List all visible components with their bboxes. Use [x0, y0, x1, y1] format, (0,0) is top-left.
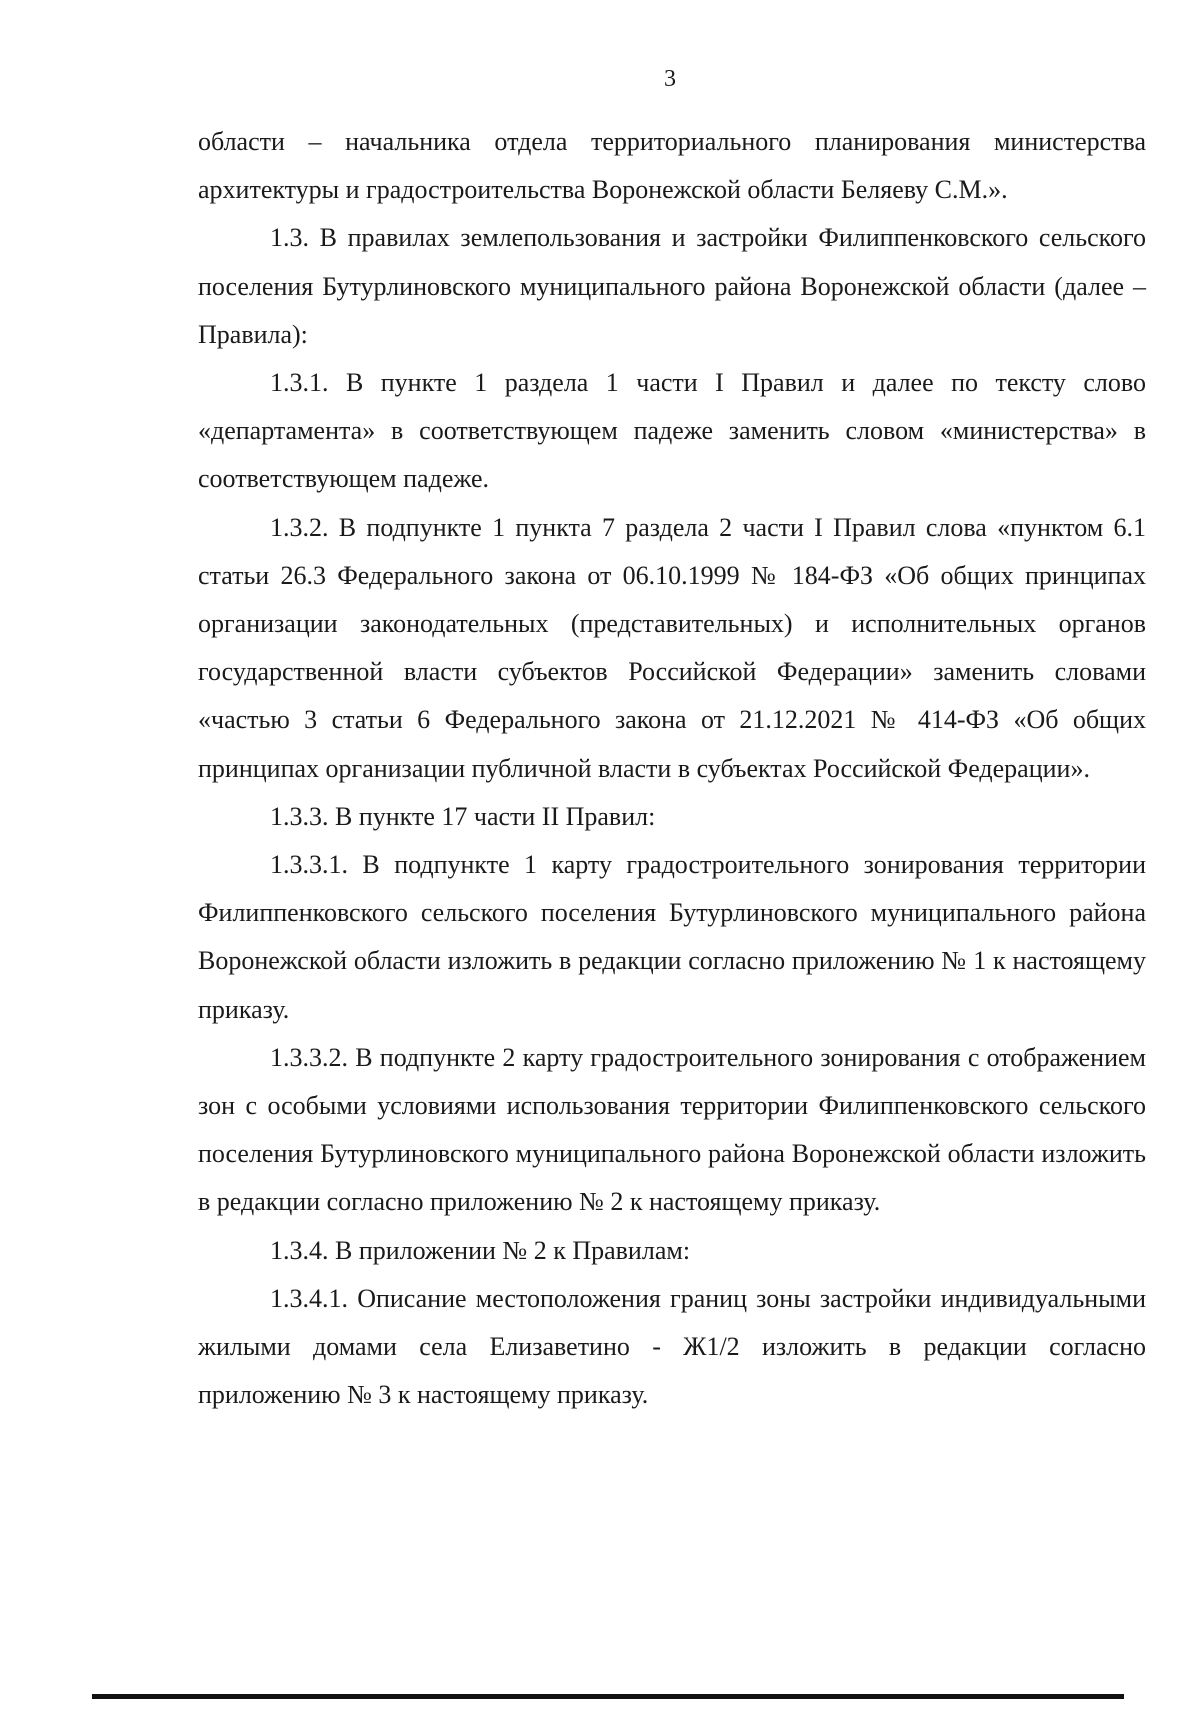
paragraph-continuation: области – начальника отдела территориального планирования министерства архитектуры и градостроительства Воронежской области Беляеву С.М.». [198, 127, 1146, 205]
paragraph-1-3-3-1: 1.3.3.1. В подпункте 1 карту градостроительного зонирования территории Филиппенковского сельского поселения Бутурлиновского муниципального района Воронежской области изложить в редакции согласно приложению № 1 к настоящему приказу. [198, 850, 1146, 1024]
paragraph-1-3-3-2: 1.3.3.2. В подпункте 2 карту градостроительного зонирования с отображением зон с особыми условиями использования территории Филиппенковского сельского поселения Бутурлиновского муниципального района Воронежской области изложить в редакции согласно приложению № 2 к настоящему приказу. [198, 1042, 1146, 1217]
bottom-scan-edge-rule [92, 1694, 1124, 1699]
paragraph-1-3-2: 1.3.2. В подпункте 1 пункта 7 раздела 2 части I Правил слова «пунктом 6.1 статьи 26.3 Федерального закона от 06.10.1999 № 184-ФЗ «Об общих принципах организации законодательных (представительных) и исполнительных органов государственной власти субъектов Российской Федерации» заменить словами «частью 3 статьи 6 Федерального закона от 21.12.2021 № 414-ФЗ «Об общих принципах организации публичной власти в субъектах Российской Федерации». [198, 512, 1146, 783]
paragraph-1-3-1: 1.3.1. В пункте 1 раздела 1 части I Правил и далее по тексту слово «департамента» в соответствующем падеже заменить словом «министерства» в соответствующем падеже. [198, 368, 1146, 494]
paragraph-1-3-3: 1.3.3. В пункте 17 части II Правил: [270, 801, 656, 831]
paragraph-1-3-4: 1.3.4. В приложении № 2 к Правилам: [270, 1235, 691, 1265]
paragraph-1-3-4-1: 1.3.4.1. Описание местоположения границ зоны застройки индивидуальными жилыми домами села Елизаветино - Ж1/2 изложить в редакции согласно приложению № 3 к настоящему приказу. [198, 1283, 1146, 1410]
paragraph-1-3: 1.3. В правилах землепользования и застройки Филиппенковского сельского поселения Бутурлиновского муниципального района Воронежской области (далее – Правила): [198, 223, 1146, 349]
document-body [198, 118, 1146, 1419]
page-number: 3 [664, 66, 676, 92]
